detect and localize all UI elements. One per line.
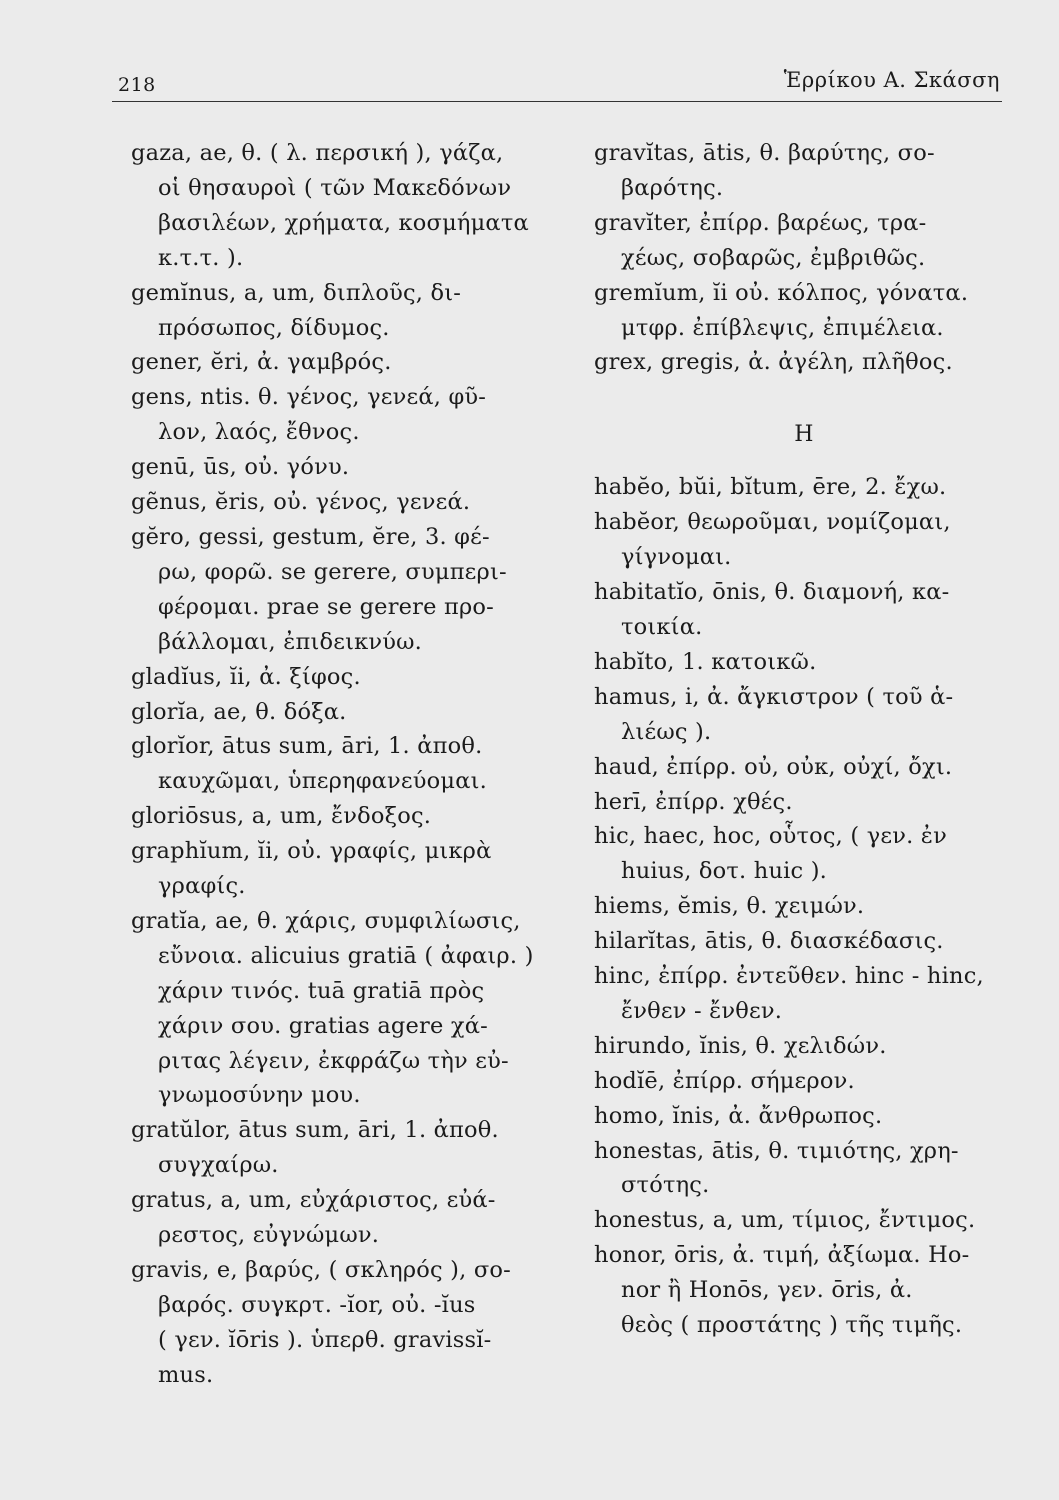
dictionary-entry	[594, 959, 1014, 1029]
dictionary-entry	[594, 470, 1014, 505]
entry-continuation: χάριν σου. gratias agere χά-	[158, 1012, 488, 1039]
dictionary-entry	[594, 1238, 1014, 1343]
entry-continuation: βαρός. συγκρτ. -ĭor, οὐ. -ĭus	[158, 1291, 476, 1318]
entry-headline: honestas, ātis, θ. τιμιότης, χρη-	[594, 1137, 959, 1164]
entry-continuation: βαρότης.	[621, 174, 724, 201]
entry-continuation: βασιλέων, χρήματα, κοσμήματα	[158, 209, 529, 236]
entry-headline: hodĭē, ἐπίρρ. σήμερον.	[594, 1067, 855, 1094]
entry-headline: homo, ĭnis, ἀ. ἄνθρωπος.	[594, 1102, 883, 1129]
entry-headline: habĕo, bŭi, bĭtum, ēre, 2. ἔχω.	[594, 474, 947, 501]
entry-continuation: ριτας λέγειν, ἐκφράζω τὴν εὐ-	[158, 1047, 509, 1074]
entry-headline: hic, haec, hoc, οὗτος, ( γεν. ἐν	[594, 823, 947, 850]
entry-continuation: μτφρ. ἐπίβλεψις, ἐπιμέλεια.	[621, 314, 944, 341]
entry-continuation: mus.	[158, 1361, 214, 1388]
right-column	[594, 136, 1014, 1343]
running-head: Ἑρρίκου Α. Σκάσση	[783, 68, 1000, 92]
entry-continuation: εὔνοια. alicuius gratiā ( ἀφαιρ. )	[158, 942, 534, 969]
dictionary-entry	[594, 785, 1014, 820]
dictionary-entry	[131, 380, 561, 450]
page-number: 218	[118, 74, 156, 96]
entry-continuation: καυχῶμαι, ὑπερηφανεύομαι.	[158, 768, 487, 795]
entry-headline: genū, ūs, οὐ. γόνυ.	[131, 454, 350, 481]
dictionary-entry	[131, 1183, 561, 1253]
dictionary-entry	[594, 345, 1014, 380]
entry-headline: hiems, ĕmis, θ. χειμών.	[594, 893, 865, 920]
dictionary-entry	[131, 520, 561, 660]
entry-headline: habitatĭo, ōnis, θ. διαμονή, κα-	[594, 579, 950, 606]
dictionary-entry	[131, 345, 561, 380]
entry-headline: honestus, a, um, τίμιος, ἔντιμος.	[594, 1207, 976, 1234]
left-column	[131, 136, 561, 1393]
dictionary-entry	[131, 485, 561, 520]
dictionary-entry	[131, 660, 561, 695]
entry-headline: graphĭum, ĭi, οὐ. γραφίς, μικρὰ	[131, 838, 492, 865]
dictionary-entry	[131, 729, 561, 799]
dictionary-entry	[131, 276, 561, 346]
entry-continuation: χέως, σοβαρῶς, ἐμβριθῶς.	[621, 244, 926, 271]
dictionary-entry	[594, 136, 1014, 206]
dictionary-entry	[594, 1029, 1014, 1064]
entry-headline: gravĭter, ἐπίρρ. βαρέως, τρα-	[594, 209, 927, 236]
entry-headline: gens, ntis. θ. γένος, γενεά, φῦ-	[131, 384, 487, 411]
dictionary-entry	[594, 889, 1014, 924]
entry-headline: herī, ἐπίρρ. χθές.	[594, 788, 793, 815]
entry-continuation: γνωμοσύνην μου.	[158, 1082, 361, 1109]
dictionary-entry	[594, 276, 1014, 346]
section-letter: H	[794, 422, 814, 448]
dictionary-entry	[594, 819, 1014, 889]
dictionary-entry	[594, 575, 1014, 645]
dictionary-entry	[594, 750, 1014, 785]
entry-headline: grex, gregis, ἀ. ἀγέλη, πλῆθος.	[594, 349, 953, 376]
entry-headline: gladĭus, ĭi, ἀ. ξίφος.	[131, 663, 361, 690]
entry-headline: glorĭor, ātus sum, āri, 1. ἀποθ.	[131, 733, 483, 760]
entry-continuation: ρω, φορῶ. se gerere, συμπερι-	[158, 558, 507, 585]
page-header	[112, 62, 1002, 102]
entry-continuation: τοικία.	[621, 613, 703, 640]
dictionary-entry	[131, 799, 561, 834]
entry-headline: gravĭtas, ātis, θ. βαρύτης, σο-	[594, 140, 935, 166]
dictionary-entry	[594, 680, 1014, 750]
section-gap	[594, 380, 1014, 400]
entry-headline: gloriōsus, a, um, ἔνδοξος.	[131, 803, 432, 830]
entry-headline: habĭto, 1. κατοικῶ.	[594, 648, 817, 675]
entry-headline: hamus, i, ἀ. ἄγκιστρον ( τοῦ ἁ-	[594, 683, 954, 710]
dictionary-entry	[131, 450, 561, 485]
dictionary-entry	[131, 834, 561, 904]
entry-headline: gratus, a, um, εὐχάριστος, εὐά-	[131, 1187, 496, 1214]
entry-continuation: χάριν τινός. tuā gratiā πρὸς	[158, 977, 485, 1004]
entry-headline: habĕor, θεωροῦμαι, νομίζομαι,	[594, 509, 951, 536]
dictionary-entry	[594, 645, 1014, 680]
entry-headline: gremĭum, ĭi οὐ. κόλπος, γόνατα.	[594, 279, 969, 306]
dictionary-entry	[594, 206, 1014, 276]
dictionary-entry	[594, 1099, 1014, 1134]
entry-headline: gẽnus, ĕris, οὐ. γένος, γενεά.	[131, 489, 471, 516]
entry-continuation: στότης.	[621, 1172, 710, 1199]
entry-continuation: nor ἢ Honōs, γεν. ōris, ἀ.	[621, 1277, 913, 1304]
entry-continuation: θεὸς ( προστάτης ) τῆς τιμῆς.	[621, 1312, 963, 1339]
entry-continuation: φέρομαι. prae se gerere προ-	[158, 593, 494, 620]
dictionary-entry	[131, 136, 561, 276]
dictionary-entry	[131, 1113, 561, 1183]
entry-headline: honor, ōris, ἀ. τιμή, ἀξίωμα. Ho-	[594, 1242, 970, 1269]
entry-continuation: συγχαίρω.	[158, 1152, 279, 1179]
entry-continuation: ρεστος, εὐγνώμων.	[158, 1222, 380, 1249]
entry-headline: gemĭnus, a, um, διπλοῦς, δι-	[131, 279, 462, 306]
dictionary-entry	[131, 695, 561, 730]
entry-continuation: ἔνθεν - ἔνθεν.	[621, 997, 783, 1024]
dictionary-entry	[594, 1134, 1014, 1204]
entry-headline: hinc, ἐπίρρ. ἐντεῦθεν. hinc - hinc,	[594, 963, 984, 990]
entry-headline: hirundo, ĭnis, θ. χελιδών.	[594, 1032, 887, 1059]
entry-continuation: λον, λαός, ἔθνος.	[158, 419, 360, 446]
entry-continuation: ( γεν. ĭōris ). ὑπερθ. gravissĭ-	[158, 1326, 492, 1353]
header-rule	[112, 101, 1002, 102]
dictionary-entry	[594, 1064, 1014, 1099]
dictionary-entry	[594, 924, 1014, 959]
right-column-top	[594, 136, 1014, 380]
entry-headline: haud, ἐπίρρ. οὐ, οὐκ, οὐχί, ὄχι.	[594, 753, 953, 780]
entry-headline: gratŭlor, ātus sum, āri, 1. ἀποθ.	[131, 1117, 499, 1144]
entry-continuation: huius, δοτ. huic ).	[621, 858, 828, 885]
entry-headline: gener, ĕri, ἀ. γαμβρός.	[131, 349, 392, 376]
entry-headline: gratĭa, ae, θ. χάρις, συμφιλίωσις,	[131, 907, 521, 934]
entry-continuation: γραφίς.	[158, 873, 246, 900]
entry-continuation: γίγνομαι.	[621, 544, 732, 571]
dictionary-entry	[594, 505, 1014, 575]
dictionary-entry	[594, 1203, 1014, 1238]
right-column-bottom	[594, 470, 1014, 1343]
entry-headline: gaza, ae, θ. ( λ. περσική ), γάζα,	[131, 140, 504, 166]
entry-continuation: πρόσωπος, δίδυμος.	[158, 314, 390, 341]
dictionary-entry	[131, 904, 561, 1113]
entry-continuation: κ.τ.τ. ).	[158, 244, 244, 271]
entry-continuation: λιέως ).	[621, 718, 712, 745]
dictionary-entry	[131, 1253, 561, 1393]
entry-headline: gravis, e, βαρύς, ( σκληρός ), σο-	[131, 1257, 511, 1283]
entry-headline: hilarĭtas, ātis, θ. διασκέδασις.	[594, 928, 944, 955]
entry-continuation: οἱ θησαυροὶ ( τῶν Μακεδόνων	[158, 174, 512, 201]
entry-headline: glorĭa, ae, θ. δόξα.	[131, 698, 347, 725]
entry-headline: gĕro, gessi, gestum, ĕre, 3. φέ-	[131, 523, 490, 550]
entry-continuation: βάλλομαι, ἐπιδεικνύω.	[158, 628, 423, 655]
